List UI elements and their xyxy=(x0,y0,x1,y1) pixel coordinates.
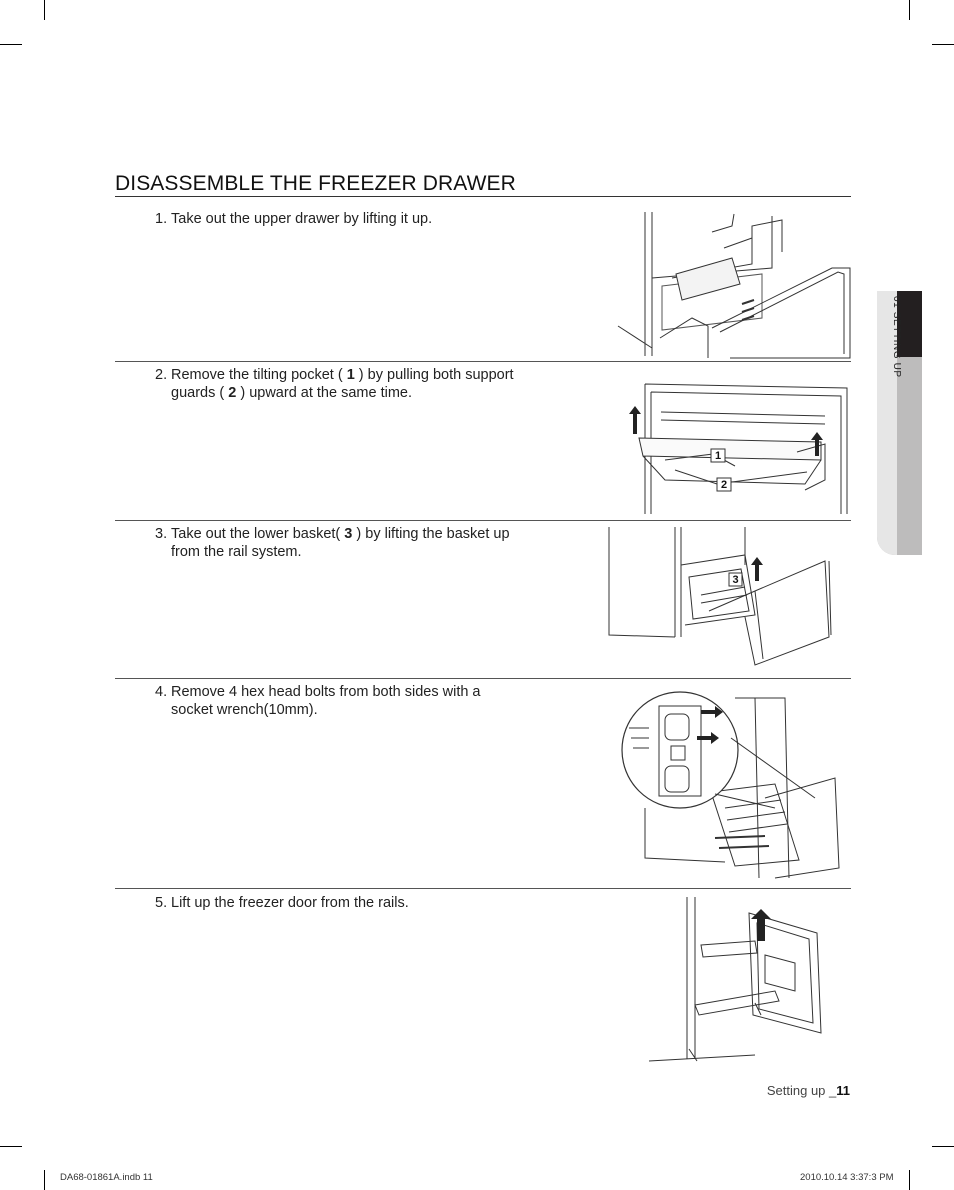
crop-mark xyxy=(909,0,910,20)
footer-page-number: 11 xyxy=(836,1083,850,1098)
step-4 xyxy=(155,683,515,719)
step-1 xyxy=(155,210,555,228)
callout-1: 1 xyxy=(714,450,722,462)
step-5 xyxy=(155,894,555,912)
figure-remove-hex-bolts xyxy=(615,688,850,884)
step-3 xyxy=(155,525,535,561)
step-number: 4. xyxy=(155,684,168,700)
step-number: 2. xyxy=(155,367,168,383)
step-divider xyxy=(115,361,851,362)
footer-label: Setting up _ xyxy=(766,1083,837,1098)
step-divider xyxy=(115,520,851,521)
step-text: Take out the upper drawer by lifting it up. xyxy=(171,211,433,227)
step-number: 1. xyxy=(155,211,168,227)
figure-lift-freezer-door xyxy=(645,895,830,1067)
callout-2: 2 xyxy=(720,479,728,491)
callout-3: 3 xyxy=(732,574,739,586)
section-tab-label: 01 SETTING UP xyxy=(891,296,902,378)
crop-mark xyxy=(909,1170,910,1190)
crop-mark xyxy=(932,44,954,45)
crop-mark xyxy=(0,44,22,45)
step-divider xyxy=(115,678,851,679)
page-footer xyxy=(700,1083,850,1098)
step-text: Remove the tilting pocket ( 1 ) by pulling both support guards ( 2 ) upward at the same time. xyxy=(171,367,514,401)
step-number: 3. xyxy=(155,526,168,542)
crop-mark xyxy=(0,1146,22,1147)
step-divider xyxy=(115,888,851,889)
figure-remove-upper-drawer xyxy=(612,208,857,360)
print-slug-left: DA68-01861A.indb 11 xyxy=(60,1172,153,1183)
step-text: Remove 4 hex head bolts from both sides with a socket wrench(10mm). xyxy=(171,684,481,718)
step-text: Lift up the freezer door from the rails. xyxy=(171,895,409,911)
step-text: Take out the lower basket( 3 ) by lifting the basket up from the rail system. xyxy=(171,526,510,560)
title-rule xyxy=(115,196,851,197)
crop-mark xyxy=(44,1170,45,1190)
crop-mark xyxy=(932,1146,954,1147)
print-slug-right: 2010.10.14 3:37:3 PM xyxy=(800,1172,894,1183)
step-number: 5. xyxy=(155,895,168,911)
figure-remove-lower-basket xyxy=(605,525,835,670)
page-title: DISASSEMBLE THE FREEZER DRAWER xyxy=(115,172,516,195)
step-2 xyxy=(155,366,535,402)
crop-mark xyxy=(44,0,45,20)
figure-remove-tilting-pocket xyxy=(625,380,850,516)
